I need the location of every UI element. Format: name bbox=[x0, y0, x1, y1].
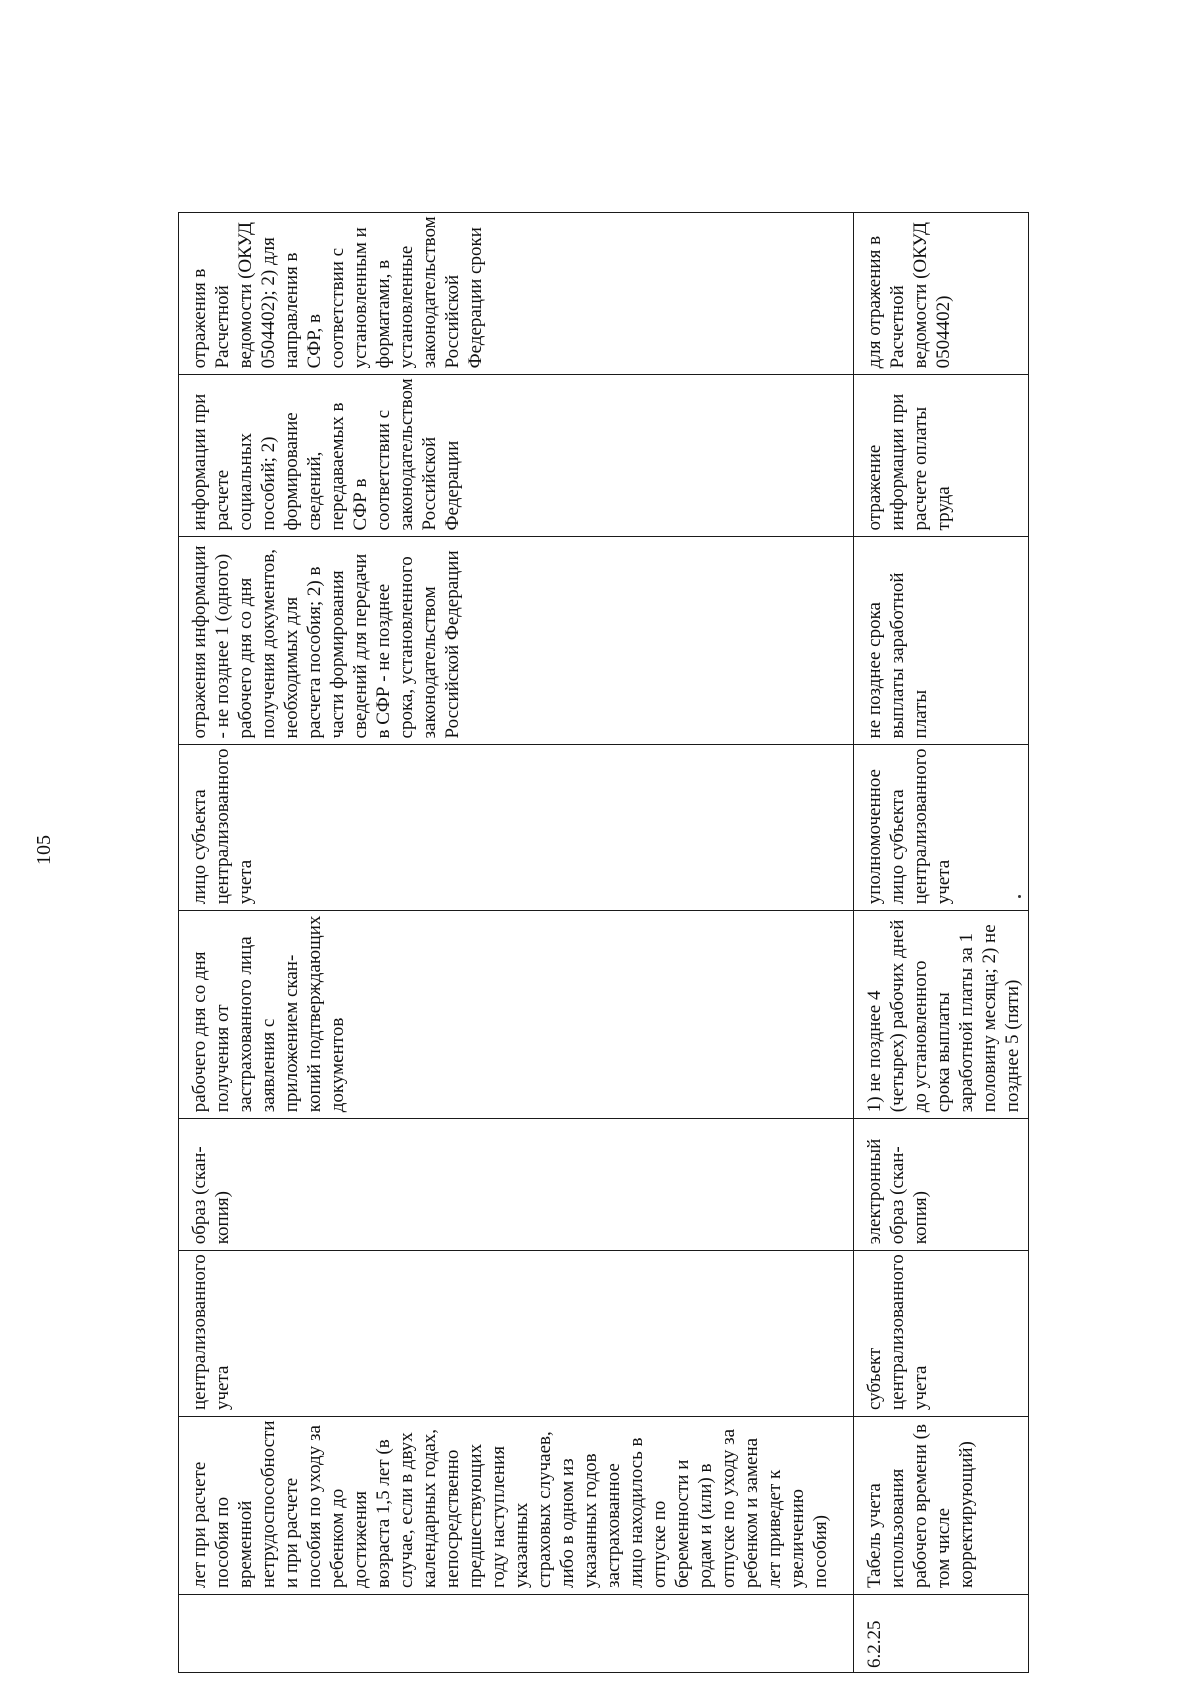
process-deadline-cell: не позднее срока выплаты заработной платы bbox=[854, 537, 1029, 745]
deadline-cell: 1) не позднее 4 (четырех) рабочих дней до установленного срока выплаты заработной платы за 1 половину месяца; 2) не позднее 5 (пяти) bbox=[854, 911, 1029, 1119]
requirements-table bbox=[178, 212, 1029, 1673]
form-cell: электронный образ (скан-копия) bbox=[854, 1119, 1029, 1251]
responsible-cell: лицо субъекта централизованного учета bbox=[179, 745, 854, 911]
scan-speck bbox=[1018, 895, 1021, 898]
table-row bbox=[179, 213, 854, 1673]
creator-cell: централизованного учета bbox=[179, 1251, 854, 1417]
responsible-cell: уполномоченное лицо субъекта централизованного учета bbox=[854, 745, 1029, 911]
process-deadline-cell: отражения информации - не позднее 1 (одного) рабочего дня со дня получения документов, необходимых для расчета пособия; 2) в части формирования сведений для передачи в СФР - не позднее срока, установленного законодательством Российской Федерации bbox=[179, 537, 854, 745]
document-name-cell: лет при расчете пособия по временной нетрудоспособности и при расчете пособия по уходу за ребенком до достижения возраста 1,5 лет (в случае, если в двух календарных годах, непосредственно предшествующих году наступления указанных страховых случаев, либо в одном из указанных годов застрахованное лицо находилось в отпуске по беременности и родам и (или) в отпуске по уходу за ребенком и замена лет приведет к увеличению пособия) bbox=[179, 1417, 854, 1595]
creator-cell: субъект централизованного учета bbox=[854, 1251, 1029, 1417]
row-number-cell: 6.2.25 bbox=[854, 1595, 1029, 1673]
transfer-cell: для отражения в Расчетной ведомости (ОКУД 0504402) bbox=[854, 213, 1029, 375]
page-number: 105 bbox=[33, 835, 55, 865]
deadline-cell: рабочего дня со дня получения от застрахованного лица заявления с приложением скан-копий подтверждающих документов bbox=[179, 911, 854, 1119]
purpose-cell: отражение информации при расчете оплаты труда bbox=[854, 375, 1029, 537]
table-row bbox=[854, 213, 1029, 1673]
document-name-cell: Табель учета использования рабочего времени (в том числе корректирующий) bbox=[854, 1417, 1029, 1595]
row-number-cell bbox=[179, 1595, 854, 1673]
form-cell: образ (скан-копия) bbox=[179, 1119, 854, 1251]
purpose-cell: информации при расчете социальных пособий; 2) формирование сведений, передаваемых в СФР в соответствии с законодательством Российской Федерации bbox=[179, 375, 854, 537]
transfer-cell: отражения в Расчетной ведомости (ОКУД 0504402); 2) для направления в СФР, в соответствии с установленным и форматами, в установленные законодательством Российской Федерации сроки bbox=[179, 213, 854, 375]
